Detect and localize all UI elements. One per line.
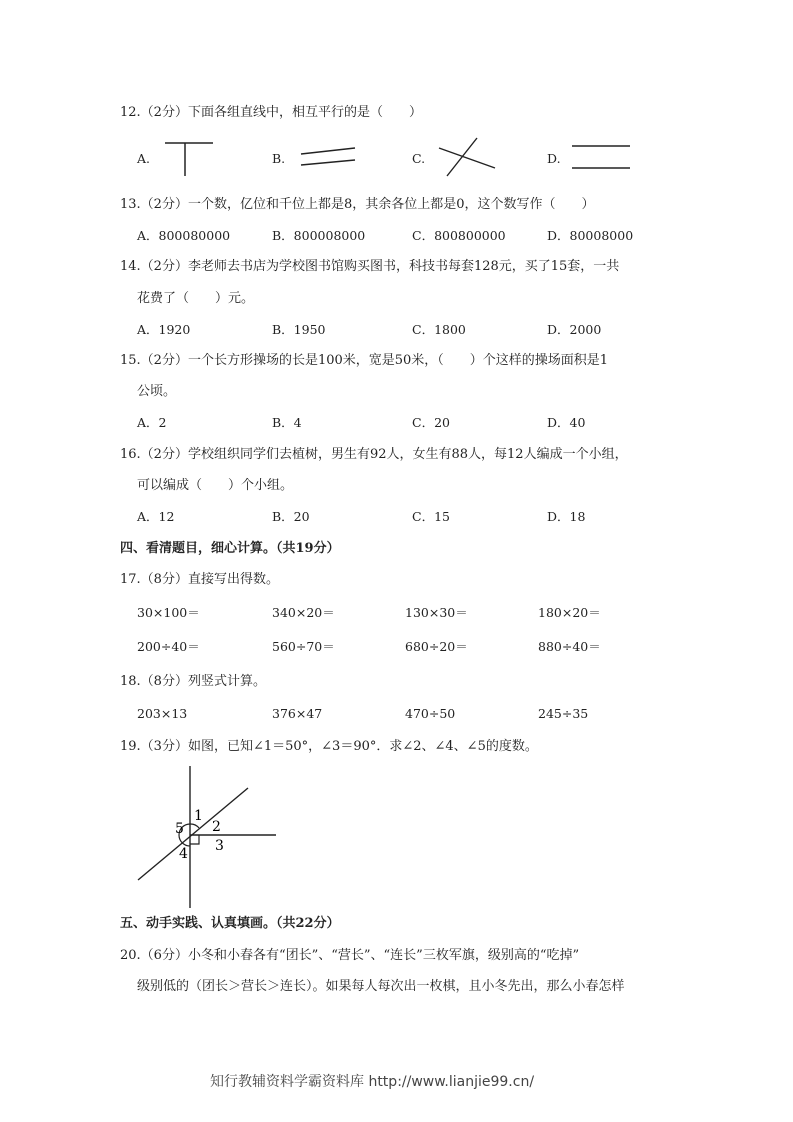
q13-stem: 13.（2分）一个数，亿位和千位上都是8，其余各位上都是0，这个数写作（ ）	[120, 197, 595, 212]
q19-label-5: 5	[175, 821, 184, 837]
q14-stem-line1: 14.（2分）李老师去书店为学校图书馆购买图书，科技书每套128元，买了15套，一共	[120, 259, 620, 274]
q14-option-c: C．1800	[412, 322, 466, 337]
q20-stem-line2: 级别低的（团长＞营长＞连长）。如果每人每次出一枚棋，且小冬先出，那么小春怎样	[137, 979, 625, 994]
q15-option-c: C．20	[412, 415, 450, 430]
q12-option-d-figure	[568, 140, 638, 180]
footer-watermark: 知行教辅资料学霸资料库 http://www.lianjie99.cn/	[210, 1074, 535, 1090]
q13-option-a: A．800080000	[137, 228, 231, 243]
q18-item: 470÷50	[405, 706, 456, 721]
q12-option-c-figure	[437, 136, 507, 181]
q16-option-b: B．20	[272, 509, 310, 524]
q18-item: 245÷35	[538, 706, 589, 721]
q15-option-d: D．40	[547, 415, 586, 430]
q17-item: 340×20＝	[272, 605, 335, 620]
q13-option-b: B．800008000	[272, 228, 366, 243]
q17-item: 180×20＝	[538, 605, 601, 620]
q14-option-a: A．1920	[137, 322, 191, 337]
q15-stem-line2: 公顷。	[137, 384, 177, 399]
q17-item: 30×100＝	[137, 605, 200, 620]
q12-option-a-label: A.	[137, 151, 151, 166]
q17-stem: 17.（8分）直接写出得数。	[120, 572, 279, 587]
q14-option-d: D．2000	[547, 322, 602, 337]
q17-item: 200÷40＝	[137, 639, 200, 654]
q16-option-c: C．15	[412, 509, 450, 524]
q17-item: 560÷70＝	[272, 639, 335, 654]
q18-item: 203×13	[137, 706, 188, 721]
q19-label-2: 2	[212, 819, 221, 835]
q14-option-b: B．1950	[272, 322, 326, 337]
section-5-heading: 五、动手实践、认真填画。（共22分）	[120, 916, 340, 931]
q19-label-3: 3	[215, 838, 224, 854]
q17-item: 130×30＝	[405, 605, 468, 620]
q18-stem: 18.（8分）列竖式计算。	[120, 674, 266, 689]
q16-stem-line1: 16.（2分）学校组织同学们去植树，男生有92人，女生有88人，每12人编成一个小组，	[120, 447, 628, 462]
q16-option-d: D．18	[547, 509, 586, 524]
q13-option-c: C．800800000	[412, 228, 506, 243]
q17-item: 680÷20＝	[405, 639, 468, 654]
q12-option-b-figure	[297, 140, 367, 180]
q16-option-a: A．12	[137, 509, 175, 524]
q12-option-a-figure	[163, 140, 223, 180]
q19-angle-figure	[130, 762, 280, 912]
q20-stem-line1: 20.（6分）小冬和小春各有“团长”、“营长”、“连长”三枚军旗，级别高的“吃掉”	[120, 948, 580, 963]
q15-option-a: A．2	[137, 415, 167, 430]
section-4-heading: 四、看清题目，细心计算。（共19分）	[120, 541, 340, 556]
q16-stem-line2: 可以编成（ ）个小组。	[137, 478, 294, 493]
q13-option-d: D．80008000	[547, 228, 634, 243]
q12-stem: 12.（2分）下面各组直线中，相互平行的是（ ）	[120, 105, 422, 120]
q12-option-c-label: C.	[412, 151, 426, 166]
q15-stem-line1: 15.（2分）一个长方形操场的长是100米，宽是50米，（ ）个这样的操场面积是1	[120, 353, 609, 368]
q14-stem-line2: 花费了（ ）元。	[137, 291, 255, 306]
q19-label-1: 1	[194, 808, 203, 824]
q15-option-b: B．4	[272, 415, 302, 430]
q12-option-d-label: D.	[547, 151, 561, 166]
q19-label-4: 4	[179, 846, 188, 862]
q17-item: 880÷40＝	[538, 639, 601, 654]
q19-stem: 19.（3分）如图，已知∠1＝50°，∠3＝90°．求∠2、∠4、∠5的度数。	[120, 739, 538, 754]
q18-item: 376×47	[272, 706, 323, 721]
q12-option-b-label: B.	[272, 151, 286, 166]
